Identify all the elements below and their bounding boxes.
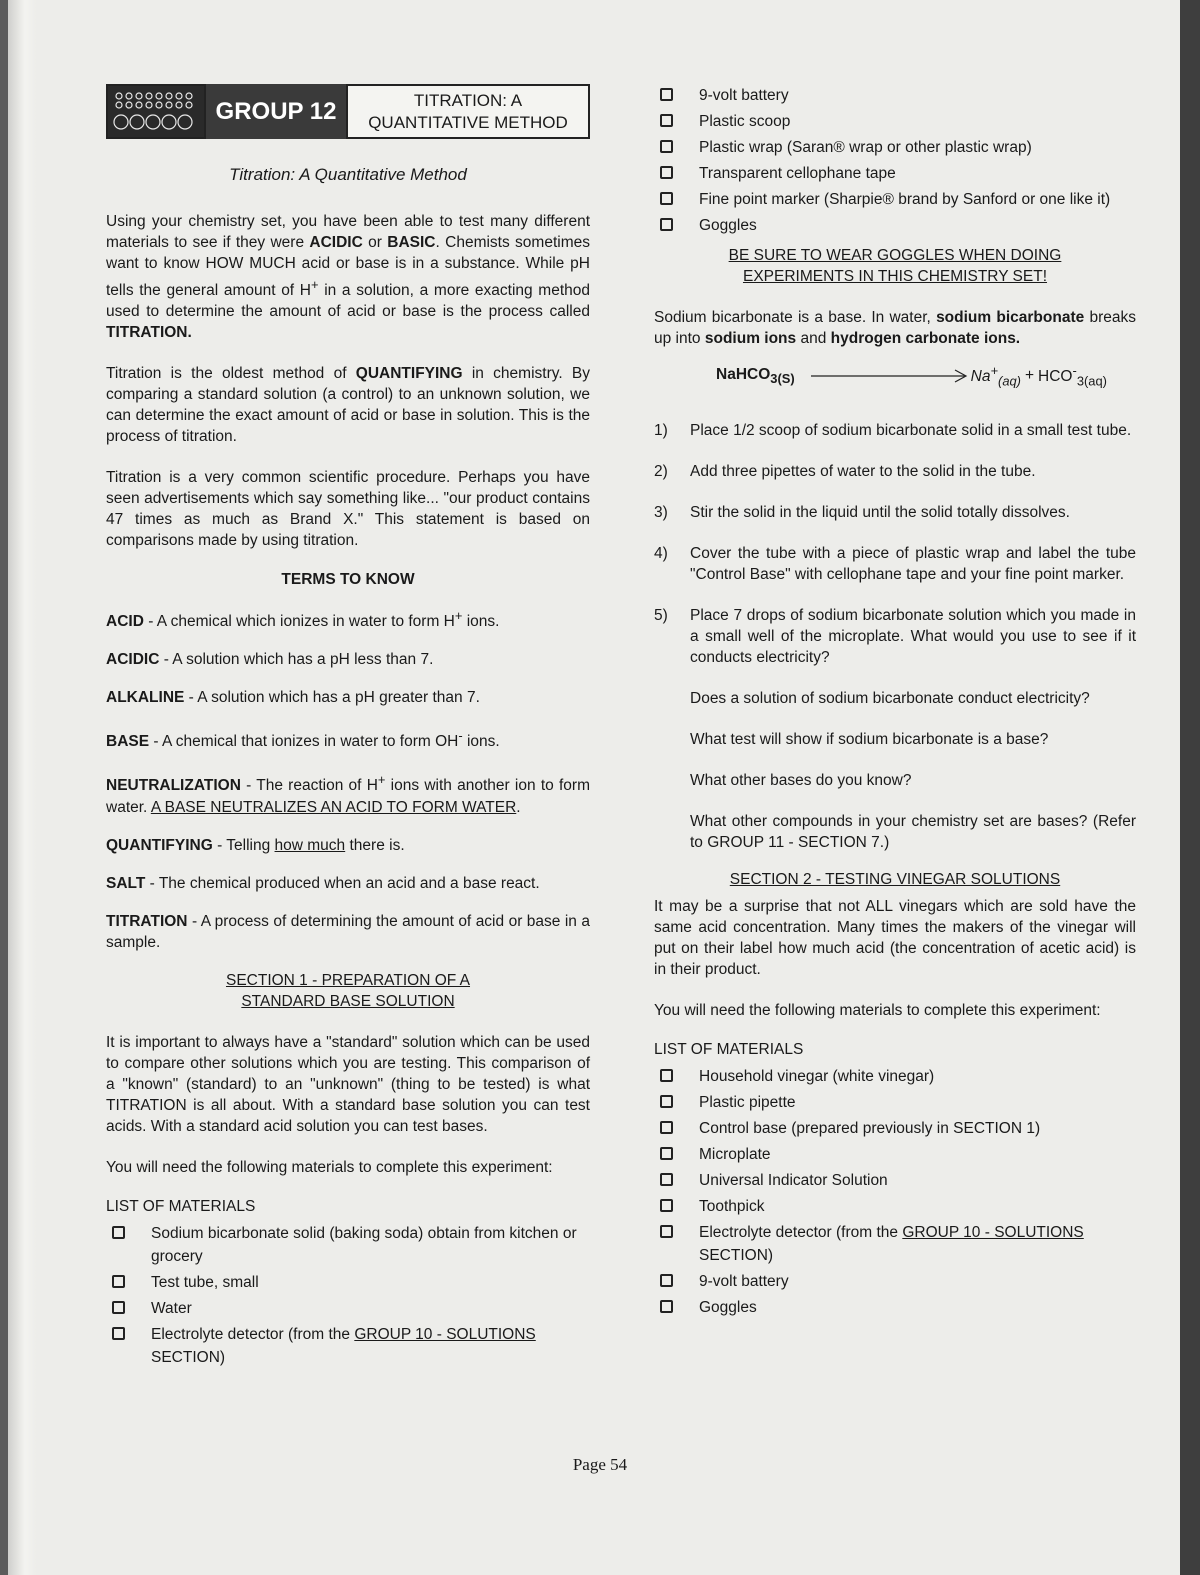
procedure-step: [654, 420, 1136, 441]
question: What test will show if sodium bicarbonate is a base?: [690, 731, 1049, 749]
right-column: [654, 84, 1136, 1322]
material-label: Plastic pipette: [699, 1094, 796, 1112]
section1-need: You will need the following materials to complete this experiment:: [106, 1158, 553, 1176]
intro-paragraph-3: Titration is a very common scientific procedure. Perhaps you have seen advertisements which say something like... "our product contains 47 times as much as Brand X." This statement is based on comparisons made by using titration.: [106, 469, 590, 550]
material-label: Sodium bicarbonate solid (baking soda) obtain from kitchen or grocery: [151, 1224, 577, 1265]
goggles-warning: [654, 245, 1136, 287]
material-item: [106, 1271, 590, 1294]
material-label: Plastic scoop: [699, 113, 791, 130]
checkbox-icon[interactable]: [660, 1147, 673, 1160]
step-number: 5): [654, 607, 668, 625]
title-line-2: QUANTITATIVE METHOD: [368, 112, 568, 132]
material-item: [654, 84, 1136, 107]
material-label: Goggles: [699, 217, 757, 234]
material-item: [654, 162, 1136, 185]
checkbox-icon[interactable]: [660, 1225, 673, 1238]
checkbox-icon[interactable]: [660, 1173, 673, 1186]
procedure-steps: [654, 420, 1136, 668]
section2-heading-text: SECTION 2 - TESTING VINEGAR SOLUTIONS: [729, 871, 1061, 889]
material-item: [654, 1296, 1136, 1319]
material-item: [654, 214, 1136, 237]
material-item: [654, 1270, 1136, 1293]
eq-product-1-sub: (aq): [998, 373, 1021, 389]
question: What other compounds in your chemistry set are bases? (Refer to GROUP 11 - SECTION 7.): [690, 813, 1136, 852]
material-item: [654, 1169, 1136, 1192]
eq-product-1: Na: [970, 368, 991, 386]
step-text: Place 1/2 scoop of sodium bicarbonate solid in a small test tube.: [690, 422, 1132, 440]
material-item: [654, 1117, 1136, 1140]
material-item: [654, 1195, 1136, 1218]
page-number: Page 54: [572, 1455, 628, 1474]
checkbox-icon[interactable]: [112, 1226, 125, 1239]
title-line-1: TITRATION: A: [413, 90, 523, 110]
checkbox-icon[interactable]: [660, 140, 673, 153]
dissociation-equation: [716, 363, 1136, 388]
checkbox-icon[interactable]: [112, 1301, 125, 1314]
material-label: Toothpick: [699, 1198, 765, 1216]
material-item: [106, 1222, 590, 1268]
step-text: Stir the solid in the liquid until the solid totally dissolves.: [690, 504, 1070, 522]
reaction-arrow-icon: [811, 369, 969, 383]
step-number: 2): [654, 463, 668, 481]
material-label: Fine point marker (Sharpie® brand by Sanford or one like it): [699, 191, 1111, 208]
checkbox-icon[interactable]: [660, 218, 673, 231]
material-label: Test tube, small: [151, 1273, 259, 1291]
material-item: [106, 1297, 590, 1320]
section1-heading: [106, 970, 590, 1012]
checkbox-icon[interactable]: [660, 1199, 673, 1212]
section1-materials-left: [106, 1222, 590, 1369]
section1-heading-line-2: STANDARD BASE SOLUTION: [241, 992, 455, 1010]
group-label: GROUP 12: [206, 84, 346, 139]
checkbox-icon[interactable]: [660, 1095, 673, 1108]
material-item: [654, 136, 1136, 159]
checkbox-icon[interactable]: [660, 1069, 673, 1082]
checkbox-icon[interactable]: [660, 166, 673, 179]
book-spine-shadow: [8, 0, 36, 1575]
material-label: Goggles: [699, 1299, 757, 1317]
term-base: BASE - A chemical that ionizes in water to form OH- ions.: [106, 728, 500, 751]
left-column: [106, 84, 590, 1372]
material-item: [654, 1065, 1136, 1088]
checkbox-icon[interactable]: [660, 1121, 673, 1134]
step-text: Add three pipettes of water to the solid in the tube.: [690, 463, 1036, 481]
question: What other bases do you know?: [690, 772, 912, 790]
procedure-step: [654, 502, 1136, 523]
material-label: Water: [151, 1299, 192, 1317]
title-box: [346, 84, 590, 139]
material-label: 9-volt battery: [699, 1273, 789, 1291]
material-label: Control base (prepared previously in SECTION 1): [699, 1120, 1041, 1138]
material-label: Plastic wrap (Saran® wrap or other plastic wrap): [699, 139, 1032, 156]
scan-edge: [1180, 0, 1200, 1575]
section1-text: It is important to always have a "standard" solution which can be used to compare other solutions which you are testing. This comparison of a "known" (standard) to an "unknown" (thing to be tested) is what TITRATION is all about. With a standard base solution you can test acids. With a standard acid solution you can test bases.: [106, 1033, 590, 1135]
material-label: 9-volt battery: [699, 87, 789, 104]
step-number: 3): [654, 504, 668, 522]
procedure-step: [654, 543, 1136, 585]
term-neutralization: NEUTRALIZATION - The reaction of H+ ions with another ion to form water. A BASE NEUTRALIZES AN ACID TO FORM WATER.: [106, 772, 590, 816]
material-item: [654, 1221, 1136, 1267]
section2-need: You will need the following materials to complete this experiment:: [654, 1002, 1101, 1020]
material-label: Transparent cellophane tape: [699, 165, 896, 182]
questions: [654, 688, 1136, 853]
warning-line-1: BE SURE TO WEAR GOGGLES WHEN DOING: [728, 247, 1062, 264]
checkbox-icon[interactable]: [112, 1275, 125, 1288]
terms-heading: TERMS TO KNOW: [281, 571, 415, 589]
eq-reactant-sub: 3(S): [770, 370, 795, 386]
section2-text: It may be a surprise that not ALL vinegars which are sold have the same acid concentration. Many times the makers of the vinegar will put on their label how much acid (the concentration of acetic acid) is in their product.: [654, 898, 1136, 979]
material-label: Microplate: [699, 1146, 771, 1164]
intro-paragraph-2: Titration is the oldest method of QUANTIFYING in chemistry. By comparing a standard solution (a control) to an unknown solution, we can determine the exact amount of acid or base in solution. This is the process of titration.: [106, 365, 590, 446]
eq-product-2-sup: -: [1072, 363, 1077, 378]
material-item: [654, 1091, 1136, 1114]
procedure-step: [654, 461, 1136, 482]
eq-reactant: NaHCO: [716, 365, 771, 383]
eq-product-1-sup: +: [990, 363, 999, 378]
material-item: [654, 110, 1136, 133]
warning-line-2: EXPERIMENTS IN THIS CHEMISTRY SET!: [742, 268, 1048, 285]
material-item: [654, 1143, 1136, 1166]
bicarb-text: Sodium bicarbonate is a base. In water, sodium bicarbonate breaks up into sodium ions and hydrogen carbonate ions.: [654, 309, 1136, 347]
material-label: Electrolyte detector (from the GROUP 10 - SOLUTIONS SECTION): [699, 1224, 1084, 1265]
section1-heading-line-1: SECTION 1 - PREPARATION OF A: [225, 971, 471, 989]
material-item: [654, 188, 1136, 211]
terms-list: [106, 605, 590, 952]
checkbox-icon[interactable]: [660, 88, 673, 101]
group-header: [106, 84, 590, 143]
procedure-step: [654, 605, 1136, 668]
term-salt: SALT - The chemical produced when an acid and a base react.: [106, 874, 540, 892]
step-number: 1): [654, 422, 668, 440]
checkbox-icon[interactable]: [112, 1327, 125, 1340]
material-label: Universal Indicator Solution: [699, 1172, 888, 1190]
section2-list-title: LIST OF MATERIALS: [654, 1041, 804, 1059]
section2-materials: [654, 1065, 1136, 1319]
step-text: Place 7 drops of sodium bicarbonate solution which you made in a small well of the microplate. What would you use to see if it conducts electricity?: [690, 607, 1136, 667]
section1-list-title: LIST OF MATERIALS: [106, 1197, 256, 1215]
question: Does a solution of sodium bicarbonate conduct electricity?: [690, 690, 1090, 708]
checkbox-icon[interactable]: [660, 1274, 673, 1287]
eq-product-2: HCO: [1038, 368, 1073, 386]
checkbox-icon[interactable]: [660, 192, 673, 205]
material-item: [106, 1323, 590, 1369]
eq-product-2-sub: 3(aq): [1076, 373, 1107, 389]
term-acid: ACID - A chemical which ionizes in water to form H+ ions.: [106, 608, 500, 631]
term-acidic: ACIDIC - A solution which has a pH less than 7.: [106, 651, 434, 669]
subtitle: Titration: A Quantitative Method: [229, 165, 467, 184]
microplate-logo-icon: [106, 84, 206, 139]
term-alkaline: ALKALINE - A solution which has a pH greater than 7.: [106, 689, 480, 707]
step-number: 4): [654, 545, 668, 563]
checkbox-icon[interactable]: [660, 114, 673, 127]
term-titration: TITRATION - A process of determining the amount of acid or base in a sample.: [106, 912, 590, 951]
material-label: Electrolyte detector (from the GROUP 10 - SOLUTIONS SECTION): [151, 1325, 536, 1366]
section2-heading: [654, 869, 1136, 890]
material-label: Household vinegar (white vinegar): [699, 1068, 935, 1086]
eq-plus: +: [1024, 366, 1035, 384]
section1-materials-right: [654, 84, 1136, 237]
step-text: Cover the tube with a piece of plastic wrap and label the tube "Control Base" with cellophane tape and your fine point marker.: [690, 545, 1136, 584]
intro-paragraph-1: Using your chemistry set, you have been able to test many different materials to see if they were ACIDIC or BASIC. Chemists sometimes want to know HOW MUCH acid or base is in a substance. While pH tells the general amount of H+ in a solution, a more exacting method used to determine the amount of acid or base is the process called TITRATION.: [106, 213, 590, 342]
term-quantifying: QUANTIFYING - Telling how much there is.: [106, 836, 405, 854]
checkbox-icon[interactable]: [660, 1300, 673, 1313]
